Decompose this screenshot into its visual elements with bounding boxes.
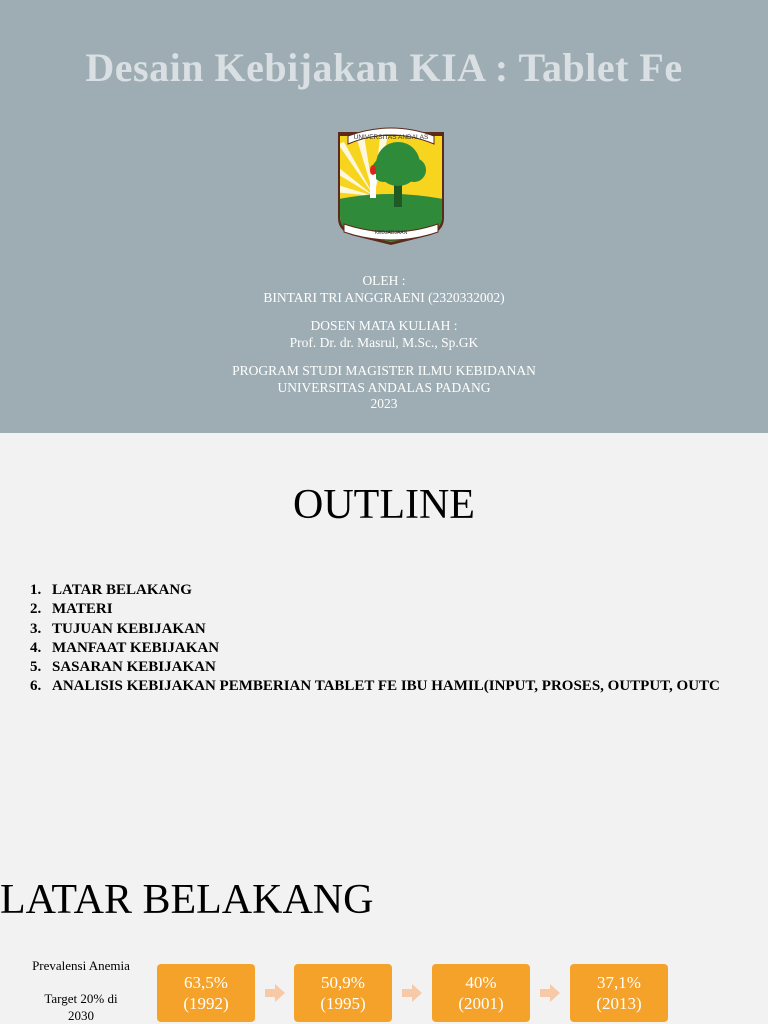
oleh-label: OLEH :: [362, 273, 406, 288]
right-arrow-icon: [402, 983, 422, 1003]
box-year: (2001): [458, 994, 504, 1013]
item-number: 3.: [30, 620, 42, 637]
dosen-name: Prof. Dr. dr. Masrul, M.Sc., Sp.GK: [289, 334, 479, 350]
background-title: LATAR BELAKANG: [0, 877, 374, 923]
prevalence-box-2001: [432, 964, 530, 1022]
presenter-info: [0, 273, 768, 413]
title-slide: [0, 0, 768, 433]
item-label: SASARAN KEBIJAKAN: [52, 659, 216, 676]
item-number: 1.: [30, 582, 42, 598]
item-label: TUJUAN KEBIJAKAN: [52, 620, 206, 637]
author-name: BINTARI TRI ANGGRAENI (2320332002): [263, 289, 505, 305]
item-label: ANALISIS KEBIJAKAN PEMBERIAN TABLET FE IBU HAMIL(INPUT, PROSES, OUTPUT, OUTC: [52, 678, 720, 695]
item-number: 6.: [30, 678, 42, 695]
box-year: (1992): [183, 994, 229, 1013]
list-item: [30, 581, 720, 600]
box-value: 50,9%: [321, 973, 365, 992]
list-item: [30, 677, 720, 696]
item-number: 4.: [30, 639, 42, 656]
item-label: MANFAAT KEBIJAKAN: [52, 639, 220, 656]
svg-text:KEDJADJAAN: KEDJADJAAN: [374, 230, 408, 236]
background-slide: [0, 843, 768, 1024]
box-value: 63,5%: [184, 973, 228, 992]
item-label: LATAR BELAKANG: [52, 582, 192, 598]
universitas-andalas-emblem-icon: [334, 124, 448, 246]
item-label: MATERI: [52, 601, 113, 618]
right-arrow-icon: [540, 983, 560, 1003]
svg-text:UNIVERSITAS ANDALAS: UNIVERSITAS ANDALAS: [353, 134, 429, 141]
year: 2023: [370, 396, 398, 411]
item-number: 5.: [30, 659, 42, 676]
dosen-label: DOSEN MATA KULIAH :: [310, 318, 458, 333]
box-value: 37,1%: [597, 973, 641, 992]
item-number: 2.: [30, 601, 42, 618]
list-item: [30, 639, 720, 658]
box-year: (2013): [596, 994, 642, 1013]
university-name: UNIVERSITAS ANDALAS PADANG: [277, 379, 491, 395]
box-year: (1995): [320, 994, 366, 1013]
slide-title: Desain Kebijakan KIA : Tablet Fe: [85, 45, 683, 90]
outline-title: OUTLINE: [293, 482, 475, 528]
prevalence-box-1992: [157, 964, 255, 1022]
list-item: [30, 658, 720, 677]
target-label: Target 20% di 2030: [44, 991, 118, 1023]
prevalence-label: Prevalensi Anemia: [32, 958, 130, 973]
box-value: 40%: [465, 973, 497, 992]
outline-list: [30, 581, 720, 697]
prevalence-box-2013: [570, 964, 668, 1022]
program-name: PROGRAM STUDI MAGISTER ILMU KEBIDANAN: [232, 363, 536, 378]
list-item: [30, 600, 720, 619]
right-arrow-icon: [265, 983, 285, 1003]
prevalence-box-1995: [294, 964, 392, 1022]
outline-slide: [0, 433, 768, 843]
list-item: [30, 620, 720, 639]
